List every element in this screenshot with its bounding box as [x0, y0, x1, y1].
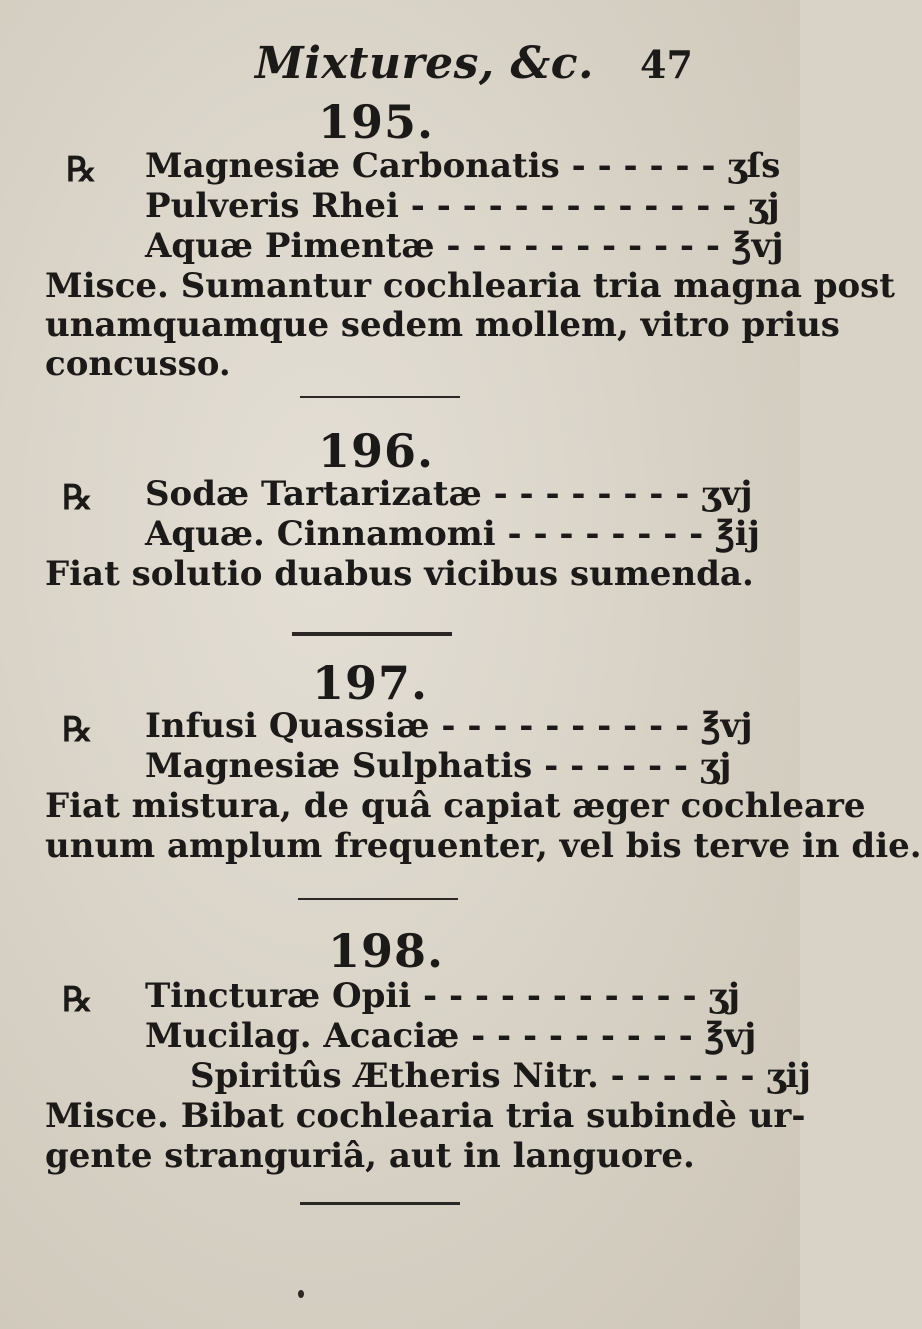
directions-line: Fiat mistura, de quâ capiat æger cochleare: [45, 786, 866, 826]
recipe-symbol: ℞: [62, 710, 93, 750]
ingredient-line: Magnesiæ Sulphatis - - - - - - ʒj: [145, 746, 732, 786]
recipe-number: 195.: [318, 95, 435, 149]
running-head: Mixtures, &c.: [255, 38, 594, 89]
ingredient-line: Tincturæ Opii - - - - - - - - - - - ʒj: [145, 976, 741, 1016]
directions-line: unum amplum frequenter, vel bis terve in die.: [45, 826, 922, 866]
directions-line: unamquamque sedem mollem, vitro prius: [45, 305, 840, 345]
recipe-number: 196.: [318, 424, 435, 478]
section-divider: [300, 1202, 460, 1205]
ingredient-line: Mucilag. Acaciæ - - - - - - - - - ℥vj: [145, 1016, 757, 1056]
recipe-symbol: ℞: [62, 478, 93, 518]
section-divider: [300, 396, 460, 398]
ingredient-line: Aquæ. Cinnamomi - - - - - - - - ℥ij: [145, 514, 760, 554]
directions-line: concusso.: [45, 344, 231, 384]
recipe-number: 198.: [328, 924, 445, 978]
directions-line: Misce. Bibat cochlearia tria subindè ur-: [45, 1096, 806, 1136]
directions-line: Misce. Sumantur cochlearia tria magna post: [45, 266, 896, 306]
section-divider: [292, 632, 452, 636]
directions-line: Fiat solutio duabus vicibus sumenda.: [45, 554, 754, 594]
ingredient-line: Infusi Quassiæ - - - - - - - - - - ℥vj: [145, 706, 753, 746]
page-number: 47: [640, 42, 693, 87]
ingredient-line: Magnesiæ Carbonatis - - - - - - ʒſs: [145, 146, 781, 186]
ingredient-line: Aquæ Pimentæ - - - - - - - - - - - ℥vj: [145, 226, 784, 266]
ingredient-line: Sodæ Tartarizatæ - - - - - - - - ʒvj: [145, 474, 753, 514]
ink-speck: [298, 1290, 304, 1298]
recipe-symbol: ℞: [62, 980, 93, 1020]
section-divider: [298, 898, 458, 900]
recipe-number: 197.: [312, 656, 429, 710]
ingredient-line: Spiritûs Ætheris Nitr. - - - - - - ʒij: [190, 1056, 811, 1096]
directions-line: gente stranguriâ, aut in languore.: [45, 1136, 695, 1176]
recipe-symbol: ℞: [66, 150, 97, 190]
ingredient-line: Pulveris Rhei - - - - - - - - - - - - - ʒj: [145, 186, 780, 226]
